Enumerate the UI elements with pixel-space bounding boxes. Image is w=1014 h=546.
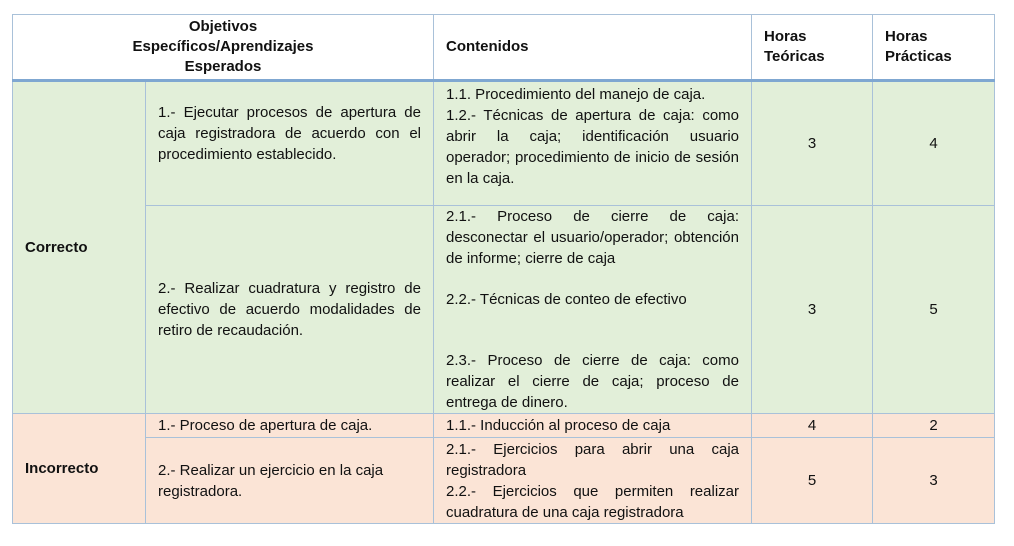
group-label-incorrecto: Incorrecto [13,414,146,524]
header-objetivos-line-3: Esperados [184,58,262,75]
header-horas-practicas-line-1: Horas [885,28,928,45]
objetivo-cell: 1.- Ejecutar procesos de apertura de caja registradora de acuerdo con el procedimiento establecido. [146,81,434,206]
objetivo-cell: 2.- Realizar cuadratura y registro de efectivo de acuerdo modalidades de retiro de recaudación. [146,206,434,414]
contenido-item: 2.1.- Proceso de cierre de caja: desconectar el usuario/operador; obtención de informe; cierre de caja [446,208,739,267]
table-row [13,81,995,206]
contenido-item: 2.2.- Técnicas de conteo de efectivo [446,291,687,308]
group-label-correcto: Correcto [13,81,146,414]
header-horas-teoricas-line-2: Teóricas [764,48,825,65]
horas-teoricas-cell: 5 [752,438,873,524]
contenido-item: 1.1.- Inducción al proceso de caja [446,416,671,434]
table-row [13,414,995,438]
horas-practicas-cell: 3 [873,438,995,524]
header-horas-practicas [873,15,995,81]
header-objetivos-line-2: Específicos/Aprendizajes [132,38,314,55]
header-horas-teoricas-line-1: Horas [764,28,807,45]
contenido-item: 2.1.- Ejercicios para abrir una caja registradora [446,440,739,479]
horas-practicas-cell: 2 [873,414,995,438]
contenido-item: 1.1. Procedimiento del manejo de caja. [446,86,706,103]
table-row [13,438,995,524]
table-row [13,206,995,414]
header-objetivos-line-1: Objetivos [188,18,258,35]
objetivo-cell: 2.- Realizar un ejercicio en la caja registradora. [146,438,434,524]
header-objetivos [13,15,434,81]
document-page [12,14,994,524]
horas-teoricas-cell: 4 [752,414,873,438]
contenidos-cell [434,81,752,206]
contenido-item: 2.2.- Ejercicios que permiten realizar cuadratura de una caja registradora [446,482,739,521]
contenido-item: 1.2.- Técnicas de apertura de caja: como abrir la caja; identificación usuario operador; procedimiento de inicio de sesión en la caja. [446,107,739,187]
spacer [446,269,739,289]
contenidos-cell [434,206,752,414]
spacer [446,330,739,350]
contenido-item: 2.3.- Proceso de cierre de caja: como realizar el cierre de caja; proceso de entrega de dinero. [446,352,739,411]
objetivo-cell: 1.- Proceso de apertura de caja. [146,414,434,438]
header-horas-practicas-line-2: Prácticas [885,48,952,65]
horas-practicas-cell: 4 [873,81,995,206]
header-row [13,15,995,81]
horas-teoricas-cell: 3 [752,81,873,206]
contenidos-cell [434,414,752,438]
spacer [446,310,739,330]
horas-practicas-cell: 5 [873,206,995,414]
header-contenidos: Contenidos [434,15,752,81]
header-horas-teoricas [752,15,873,81]
contenidos-cell [434,438,752,524]
horas-teoricas-cell: 3 [752,206,873,414]
course-objectives-table [12,14,995,524]
